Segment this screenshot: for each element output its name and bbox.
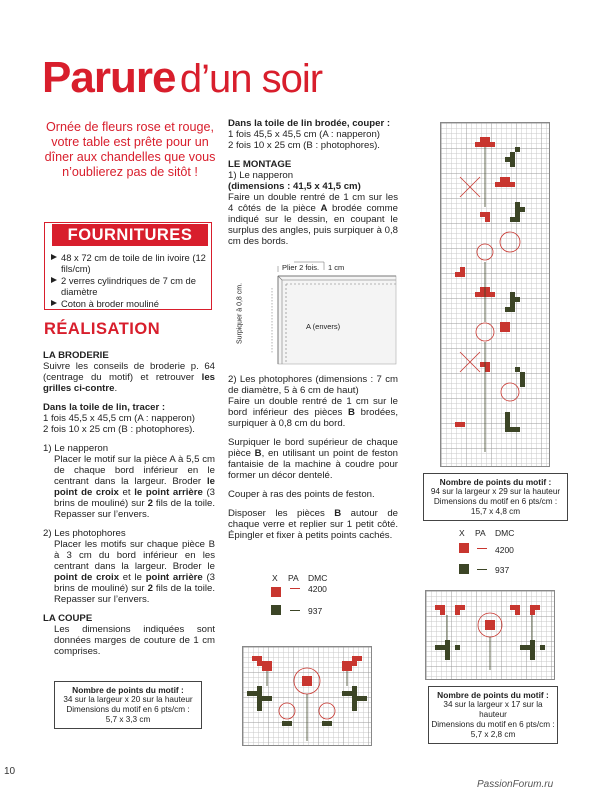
left-column	[43, 350, 215, 657]
cross-stitch-motif-napperon	[242, 646, 372, 746]
napperon-heading: 1) Le napperon	[43, 443, 109, 454]
title-light: d’un soir	[179, 57, 323, 101]
list-item: 2 verres cylindriques de 7 cm de diamètre	[50, 275, 210, 297]
photophores-montage-p3: Couper à ras des points de feston.	[228, 489, 375, 500]
photophores-montage-p2: Surpiquer le bord supérieur de chaque pièce B, en utilisant un point de feston fantaisie de la machine à coudre pour former un décor dentelé.	[228, 437, 399, 481]
swatch-green	[271, 605, 281, 615]
napperon-text: Placer le motif sur la pièce A à 5,5 cm de chaque bord inférieur en le centrant dans la largeur. Broder le point de croix et le point arrière (3 brins de mouliné) sur 2 fils de la toile. Repasser sur l’envers.	[54, 454, 216, 520]
brodee-heading: Dans la toile de lin brodée, couper :	[228, 118, 391, 129]
stitch-count-border: Nombre de points du motif : 94 sur la largeur x 29 sur la hauteur Dimensions du motif en 6 pts/cm : 15,7 x 4,8 cm	[423, 473, 568, 521]
napperon-dimensions: (dimensions : 41,5 x 41,5 cm)	[228, 181, 361, 192]
photophores-text: Placer les motifs sur chaque pièce B à 3 cm du bord inférieur en les centrant dans la largeur. Broder le point de croix et le point arrière (3 brins de mouliné) sur 2 fils de la toile. Repasser sur l’envers.	[54, 539, 216, 605]
title-bold: Parure	[42, 53, 176, 102]
folding-diagram	[238, 258, 398, 366]
stitch-count-photophore-right: Nombre de points du motif : 34 sur la largeur x 17 sur la hauteur Dimensions du motif en 6 pts/cm : 5,7 x 2,8 cm	[428, 686, 558, 744]
intro-text: Ornée de fleurs rose et rouge, votre table est prête pour un dîner aux chandelles que vous n’oublierez pas de sitôt !	[44, 120, 216, 179]
montage-napperon-heading: 1) Le napperon	[228, 170, 294, 181]
fournitures-heading: FOURNITURES	[52, 224, 208, 246]
toile-line: 1 fois 45,5 x 45,5 cm (A : napperon)	[43, 413, 195, 424]
swatch-red	[271, 587, 281, 597]
realisation-heading: RÉALISATION	[44, 320, 161, 338]
brodee-line: 2 fois 10 x 25 cm (B : photophores).	[228, 140, 380, 151]
diagram-surpiquer-label: Surpiquer à 0,8 cm.	[236, 282, 244, 345]
broderie-heading: LA BRODERIE	[43, 350, 109, 361]
toile-heading: Dans la toile de lin, tracer :	[43, 402, 166, 413]
page-number: 10	[4, 766, 16, 777]
montage-heading: LE MONTAGE	[228, 159, 292, 170]
coupe-heading: LA COUPE	[43, 613, 93, 624]
list-item: Coton à broder mouliné	[50, 298, 210, 309]
photophores-montage-text: Faire un double rentré de 1 cm sur le bord inférieur des pièces B brodées, surpiquer à 0,8 cm du bord.	[228, 396, 398, 429]
montage-napperon-text: Faire un double rentré de 1 cm sur les 4 côtés de la pièce A brodée comme indiqué sur le dessin, en coupant le surplus des angles, puis surpiquer à 0,8 cm des bords.	[228, 192, 399, 247]
brodee-line: 1 fois 45,5 x 45,5 cm (A : napperon)	[228, 129, 380, 140]
list-item: 48 x 72 cm de toile de lin ivoire (12 fils/cm)	[50, 252, 210, 274]
diagram-cm-label: 1 cm	[328, 263, 345, 272]
coupe-text: Les dimensions indiquées sont données marges de couture de 1 cm comprises.	[54, 624, 215, 657]
cross-stitch-motif-border	[440, 122, 550, 467]
middle-column-lower	[228, 374, 398, 549]
middle-column	[228, 118, 398, 255]
thread-legend-middle: X PA DMC 4200 937	[272, 573, 328, 616]
toile-line: 2 fois 10 x 25 cm (B : photophores).	[43, 424, 195, 435]
stitch-count-napperon: Nombre de points du motif : 34 sur la largeur x 20 sur la hauteur Dimensions du motif en 6 pts/cm : 5,7 x 3,3 cm	[54, 681, 202, 729]
watermark-text: PassionForum.ru	[477, 779, 554, 790]
broderie-text: Suivre les conseils de broderie p. 64 (centrage du motif) et retrouver les grilles ci-contre.	[43, 361, 215, 394]
cross-stitch-motif-photophore-right	[425, 590, 555, 680]
diagram-envers-label: A (envers)	[306, 322, 341, 331]
thread-legend-right: X PA DMC 4200 937	[459, 528, 515, 575]
diagram-plier-label: Plier 2 fois.	[282, 263, 320, 272]
photophores-montage-heading: 2) Les photophores (dimensions : 7 cm de diamètre, 5 à 6 cm de haut)	[228, 374, 398, 396]
page-title	[42, 53, 323, 102]
fournitures-list	[50, 252, 210, 310]
photophores-heading: 2) Les photophores	[43, 528, 126, 539]
photophores-montage-p4: Disposer les pièces B autour de chaque verre et replier sur 1 petit côté. Épingler et fixer à petits points cachés.	[228, 508, 398, 541]
